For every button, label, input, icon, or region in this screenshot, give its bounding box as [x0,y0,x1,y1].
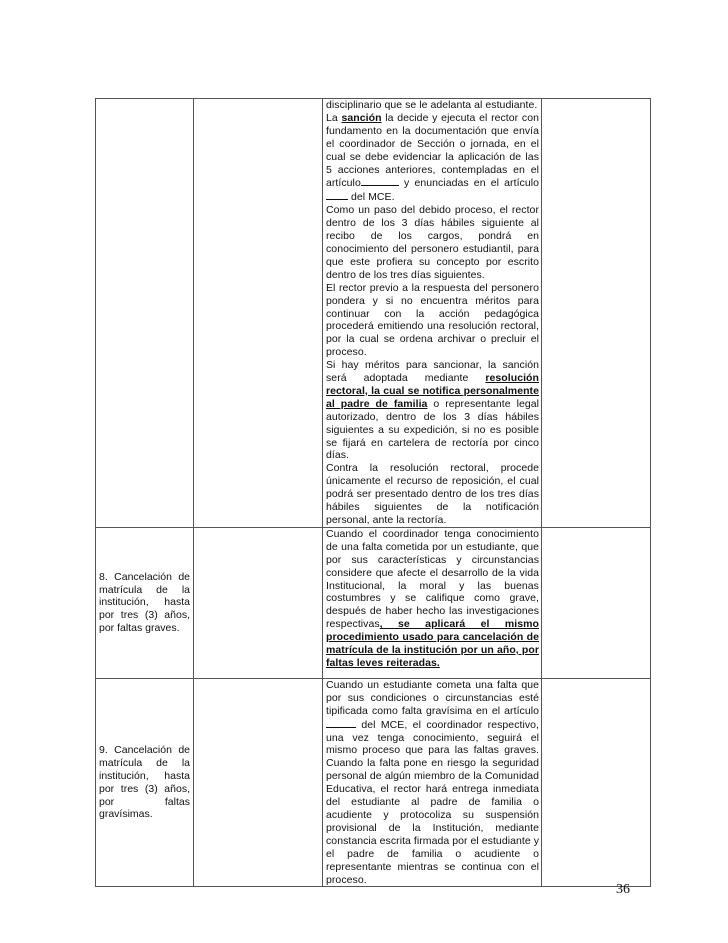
table-cell [194,678,323,887]
text-run: del MCE. [348,191,395,204]
sanction-label-cell [96,527,194,678]
text-run: Si hay méritos para sancionar, la sanción será adoptada mediante [326,359,539,385]
text-run: Cuando el coordinador tenga conocimiento de una falta cometida por un estudiante, que por sus características y circunstancias considere que afecte el desarrollo de la vida Institucional, la moral y las buenas costumbres y se califique como grave, después de haber hecho las investigaciones respectivas [326,527,539,631]
procedure-text [323,528,541,670]
paragraph: disciplinario que se le adelanta al estudiante. [326,99,538,111]
text-run: del MCE, el coordinador respectivo, una vez tenga conocimiento, seguirá el mismo proceso que para las faltas graves. Cuando la falta pone en riesgo la seguridad personal de algún miembro de la Comunidad Educativa, el rector hará entrega inmediata del estudiante al padre de familia o acudiente y protocoliza su suspensión provisional de la Institución, mediante constancia escrita firmada por el estudiante y el padre de familia o acudiente o representante mientras se continua con el proceso. [326,718,539,886]
text-run: La [326,111,342,124]
paragraph: Contra la resolución rectoral, procede únicamente el recurso de reposición, el cual podrá ser presentado dentro de los tres días hábiles siguientes de la notificación personal, ante la rectoría. [326,462,539,526]
page-number: 36 [616,882,630,897]
table-cell [542,99,651,528]
table-row [96,527,651,678]
text-run: la decide y ejecuta el rector con fundamento en la documentación que envía el coordinador de Sección o jornada, en el cual se debe evidenciar la aplicación de las 5 acciones anteriores, contempladas en el artículo [326,111,539,190]
procedure-emphasis: , se aplicará el mismo procedimiento usado para cancelación de matrícula de la institución por un año, por faltas leves reiteradas. [326,618,539,669]
table-cell [542,678,651,887]
sanction-label: 8. Cancelación de matrícula de la institución, hasta por tres (3) años, por faltas graves. [99,570,190,635]
text-run: o representante legal autorizado, dentro de los 3 días hábiles siguientes a su expedición, si no es posible se fijará en cartelera de rectoría por cinco días. [326,397,539,462]
paragraph [326,112,539,204]
blank-line [361,176,399,186]
blank-line [326,718,356,728]
table-row [96,678,651,887]
procedure-cell [323,99,542,528]
sancion-emphasis: sanción [341,111,382,124]
procedure-text [323,99,541,527]
procedure-text [323,679,541,887]
blank-line [326,190,348,200]
table-row [96,99,651,528]
table-cell [542,527,651,678]
text-run: y enunciadas en el artículo [398,177,539,190]
paragraph: El rector previo a la respuesta del personero pondera y si no encuentra méritos para continuar con la acción pedagógica procederá emitiendo una resolución rectoral, por la cual se ordena archivar o precluir el proceso. [326,281,539,359]
paragraph [326,359,539,462]
regulation-table [95,98,651,887]
paragraph [326,679,539,887]
table-cell [96,99,194,528]
sanction-label-cell [96,678,194,887]
table-cell [194,99,323,528]
procedure-cell [323,527,542,678]
table-cell [194,527,323,678]
sanction-label: 9. Cancelación de matrícula de la institución, hasta por tres (3) años, por faltas gravísimas. [99,743,190,821]
paragraph: Como un paso del debido proceso, el rector dentro de los 3 días hábiles siguiente al recibo de los cargos, pondrá en conocimiento del personero estudiantil, para que este profiera su concepto por escrito dentro de los tres días siguientes. [326,204,539,281]
notification-emphasis: resolución rectoral, la cual se notifica personalmente al padre de familia [326,372,539,410]
text-run: Cuando un estudiante cometa una falta que por sus condiciones o circunstancias esté tipificada como falta gravísima en el artículo [326,678,539,717]
paragraph [326,528,539,670]
procedure-cell [323,678,542,887]
